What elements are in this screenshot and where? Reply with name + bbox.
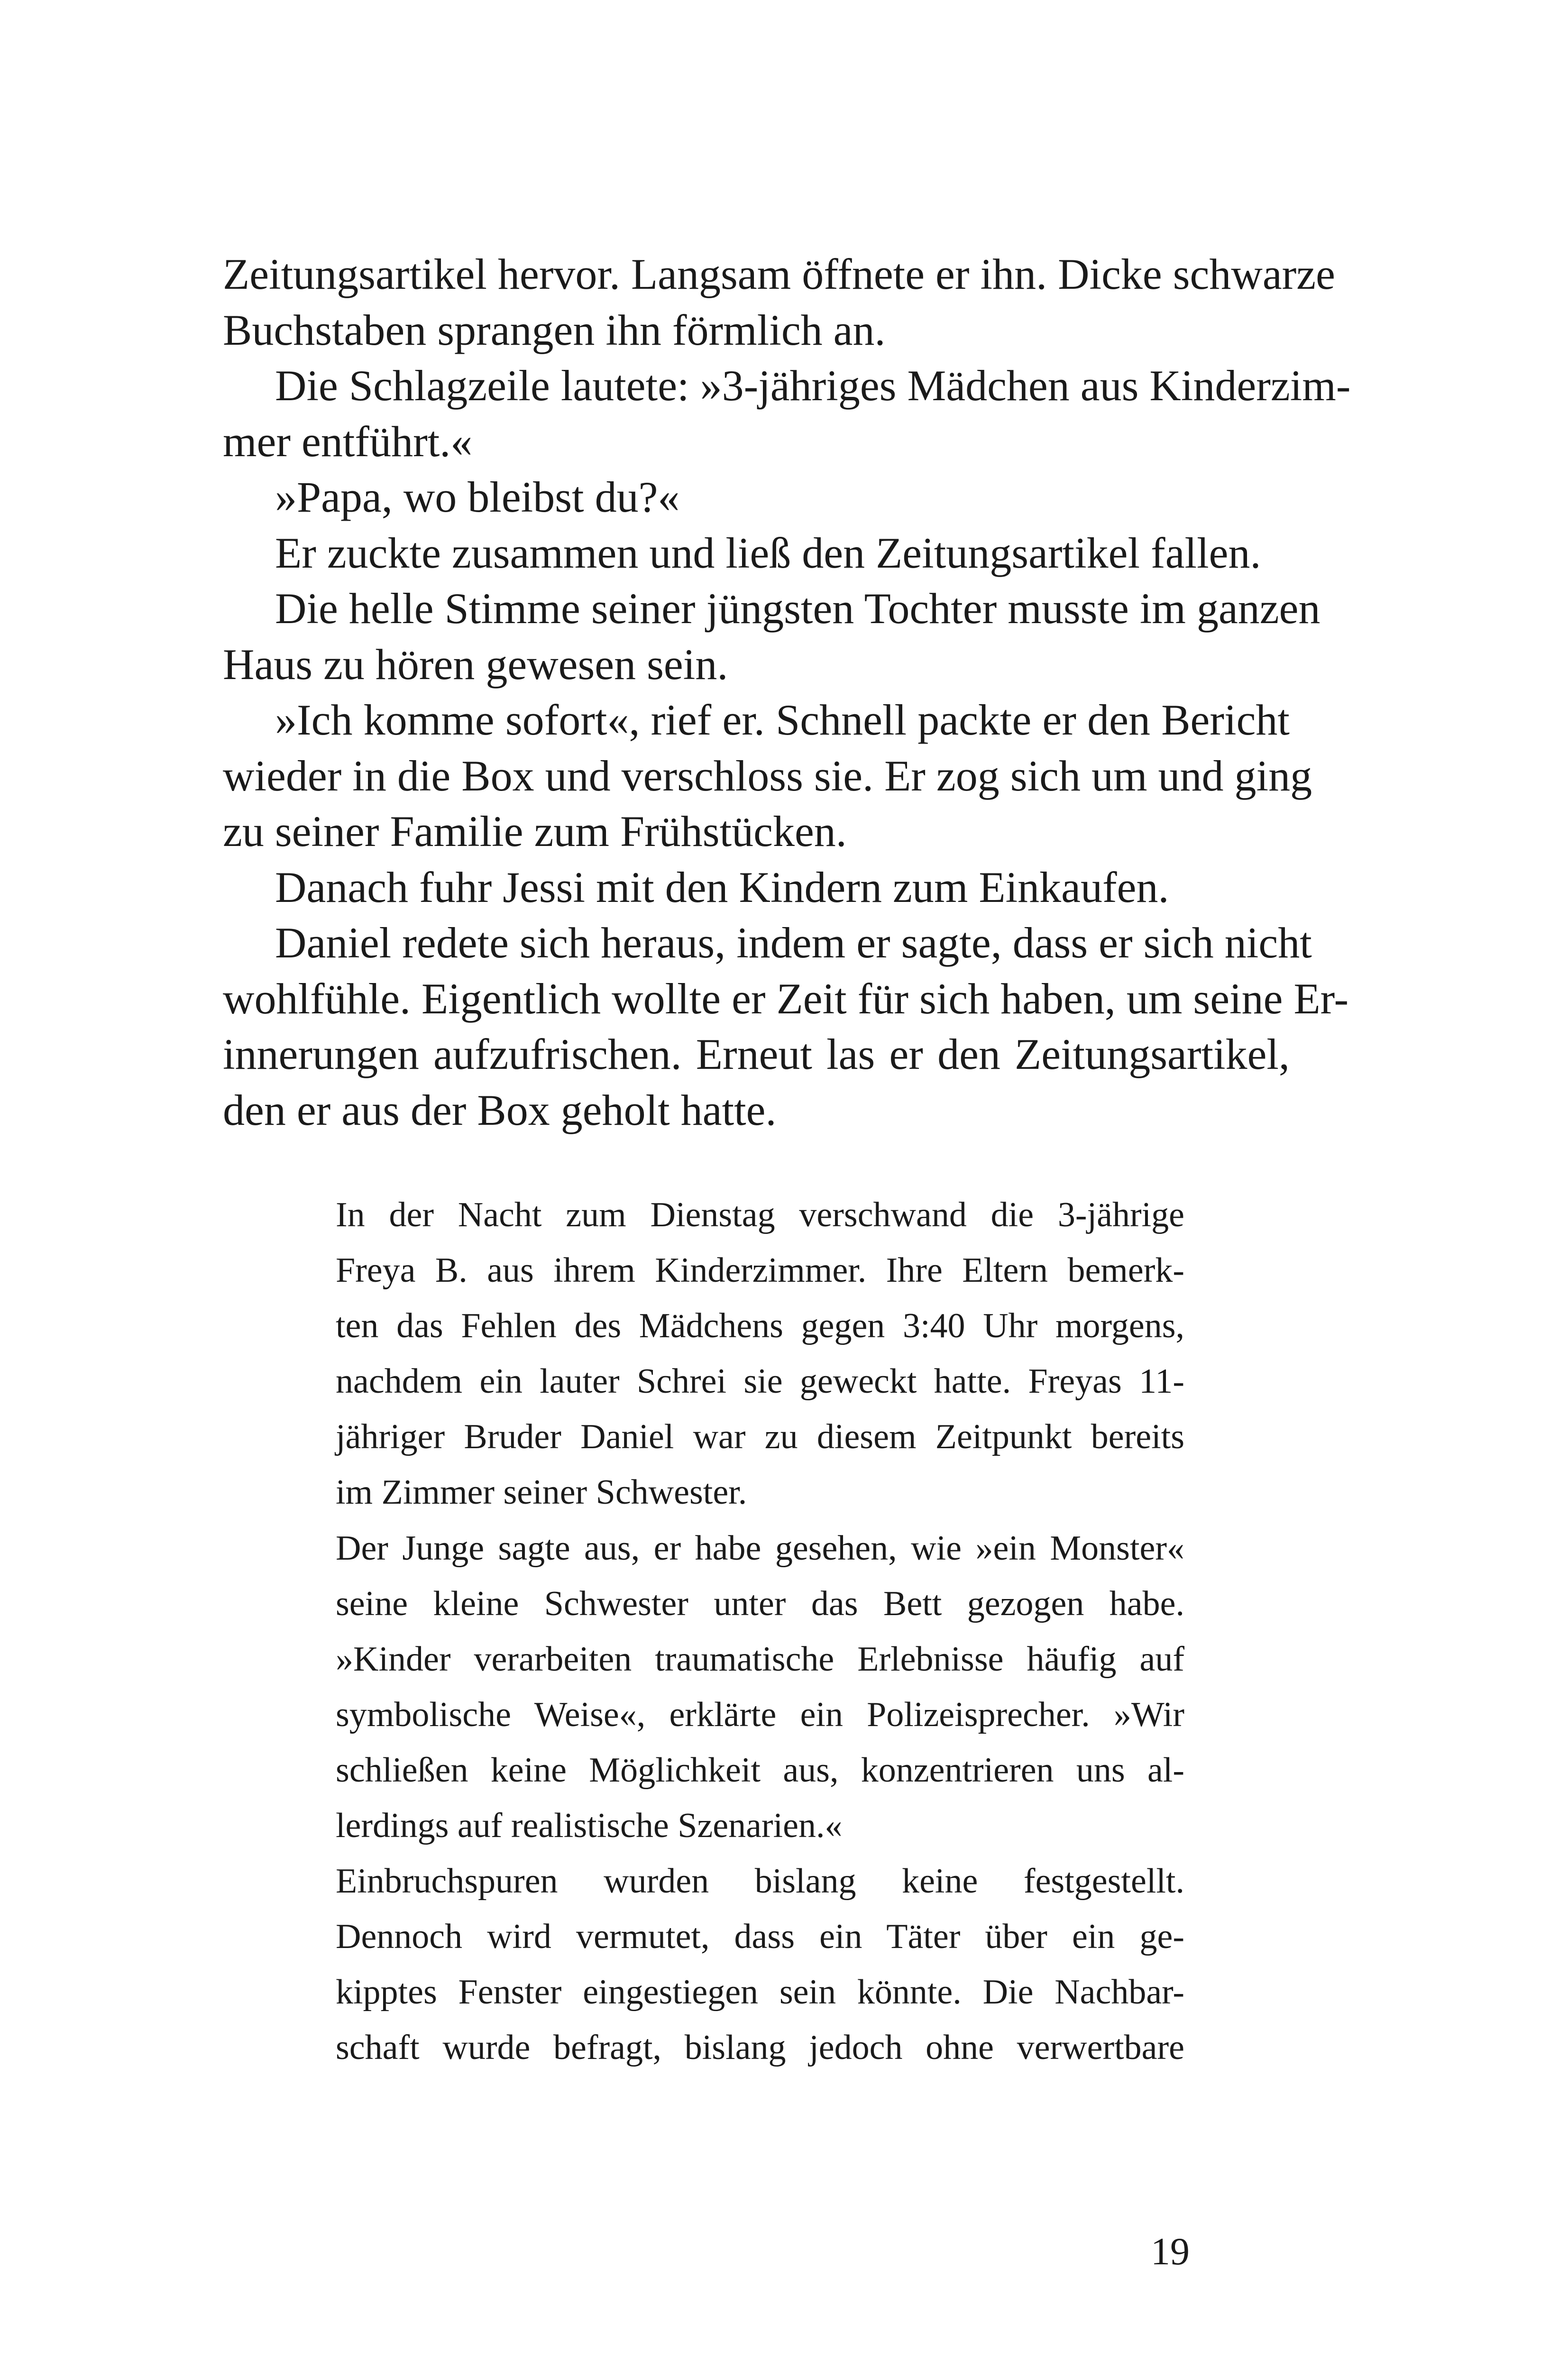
main-text-block [223, 247, 1351, 1138]
text-line: zu seiner Familie zum Frühstücken. [223, 807, 847, 855]
text-line: Die Schlagzeile lautete: »3-jähriges Mädchen aus Kinderzim- [275, 361, 1351, 410]
article-line: Einbruchspuren wurden bislang keine festgestellt. [336, 1862, 1184, 1901]
article-line: nachdem ein lauter Schrei sie geweckt hatte. Freyas 11- [336, 1362, 1184, 1401]
article-line: »Kinder verarbeiten traumatische Erlebnisse häufig auf [336, 1639, 1184, 1679]
text-line: Zeitungsartikel hervor. Langsam öffnete er ihn. Dicke schwarze [223, 250, 1335, 298]
text-line: »Papa, wo bleibst du?« [275, 473, 680, 521]
article-line: kipptes Fenster eingestiegen sein könnte. Die Nachbar- [336, 1973, 1184, 2012]
article-line: im Zimmer seiner Schwester. [336, 1473, 747, 1512]
text-line: Die helle Stimme seiner jüngsten Tochter musste im ganzen [275, 584, 1320, 633]
text-line: »Ich komme sofort«, rief er. Schnell packte er den Bericht [275, 696, 1290, 744]
article-line: Dennoch wird vermutet, dass ein Täter über ein ge- [336, 1917, 1184, 1957]
page-number: 19 [1151, 2230, 1190, 2273]
article-line: lerdings auf realistische Szenarien.« [336, 1806, 843, 1846]
text-line: den er aus der Box geholt hatte. [223, 1085, 777, 1134]
text-line: mer entführt.« [223, 417, 473, 466]
article-line: ten das Fehlen des Mädchens gegen 3:40 Uhr morgens, [336, 1306, 1184, 1346]
article-line: schließen keine Möglichkeit aus, konzentrieren uns al- [336, 1750, 1184, 1790]
text-line: innerungen aufzufrischen. Erneut las er den Zeitungsartikel, [223, 1030, 1290, 1078]
text-line: Daniel redete sich heraus, indem er sagte, dass er sich nicht [275, 919, 1312, 967]
newspaper-article-quote [336, 1187, 1184, 2076]
article-line: schaft wurde befragt, bislang jedoch ohne verwertbare [336, 2028, 1184, 2068]
text-line: wohlfühle. Eigentlich wollte er Zeit für sich haben, um seine Er- [223, 974, 1349, 1023]
article-line: seine kleine Schwester unter das Bett gezogen habe. [336, 1584, 1184, 1623]
article-line: Freya B. aus ihrem Kinderzimmer. Ihre Eltern bemerk- [336, 1251, 1184, 1290]
text-line: Haus zu hören gewesen sein. [223, 640, 728, 689]
article-line: Der Junge sagte aus, er habe gesehen, wie »ein Monster« [336, 1528, 1184, 1568]
text-line: Buchstaben sprangen ihn förmlich an. [223, 305, 886, 354]
text-line: Danach fuhr Jessi mit den Kindern zum Einkaufen. [275, 863, 1169, 911]
article-line: jähriger Bruder Daniel war zu diesem Zeitpunkt bereits [336, 1417, 1184, 1457]
text-line: wieder in die Box und verschloss sie. Er zog sich um und ging [223, 751, 1312, 800]
text-line: Er zuckte zusammen und ließ den Zeitungsartikel fallen. [275, 528, 1261, 577]
article-line: symbolische Weise«, erklärte ein Polizeisprecher. »Wir [336, 1695, 1184, 1734]
article-line: In der Nacht zum Dienstag verschwand die 3-jährige [336, 1195, 1184, 1234]
